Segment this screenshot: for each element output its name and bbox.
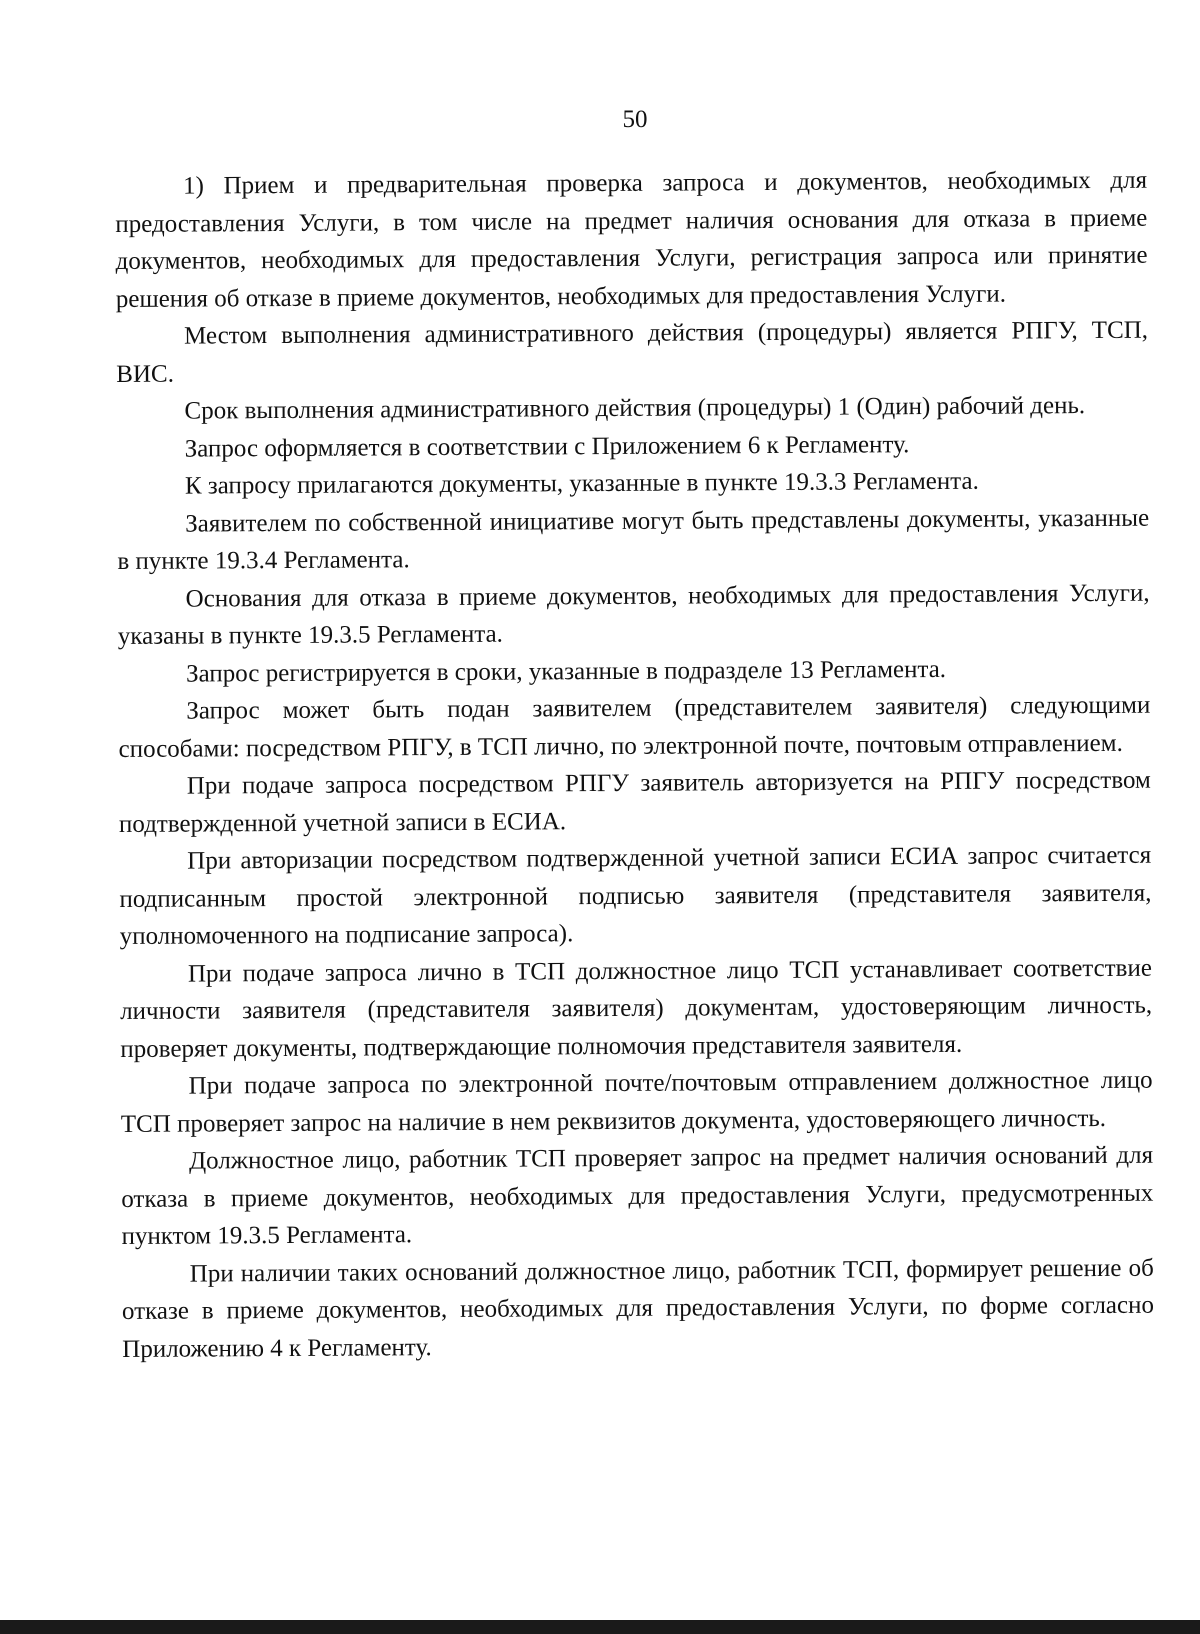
paragraph-3: Срок выполнения административного действия (процедуры) 1 (Один) рабочий день. — [184, 392, 1086, 425]
paragraph-5: К запросу прилагаются документы, указанные в пункте 19.3.3 Регламента. — [184, 467, 979, 500]
document-body — [115, 162, 1154, 1368]
paragraph-1: 1) Прием и предварительная проверка запроса и документов, необходимых для предоставления Услуги, в том числе на предмет наличия основания для отказа в приеме документов, необходимых для предоставления Услуги, регистрация запроса или принятие решения об отказе в приеме документов, необходимых для предоставления Услуги. — [115, 166, 1148, 313]
paragraph-13: При подаче запроса по электронной почте/почтовым отправлением должностное лицо ТСП проверяет запрос на наличие в нем реквизитов документа, удостоверяющего личность. — [120, 1066, 1153, 1138]
paragraph-7: Основания для отказа в приеме документов, необходимых для предоставления Услуги, указаны в пункте 19.3.5 Регламента. — [117, 579, 1150, 650]
paragraph-15: При наличии таких оснований должностное лицо, работник ТСП, формирует решение об отказе в приеме документов, необходимых для предоставления Услуги, по форме согласно Приложению 4 к Регламенту. — [121, 1254, 1155, 1363]
page-number: 50 — [622, 106, 648, 133]
paragraph-8: Запрос регистрируется в сроки, указанные в подразделе 13 Регламента. — [186, 655, 947, 688]
paragraph-14: Должностное лицо, работник ТСП проверяет запрос на предмет наличия оснований для отказа в приеме документов, необходимых для предоставления Услуги, предусмотренных пунктом 19.3.5 Регламента. — [121, 1141, 1154, 1250]
paragraph-12: При подаче запроса лично в ТСП должностное лицо ТСП устанавливает соответствие личности заявителя (представителя заявителя) документам, удостоверяющим личность, проверяет документы, подтверждающие полномочия представителя заявителя. — [120, 954, 1153, 1063]
paragraph-10: При подаче запроса посредством РПГУ заявитель авторизуется на РПГУ посредством подтвержденной учетной записи в ЕСИА. — [118, 766, 1151, 838]
paragraph-4: Запрос оформляется в соответствии с Приложением 6 к Регламенту. — [184, 430, 910, 463]
paragraph-6: Заявителем по собственной инициативе могут быть представлены документы, указанные в пункте 19.3.4 Регламента. — [117, 504, 1150, 575]
scan-edge-strip — [0, 1620, 1200, 1634]
paragraph-9: Запрос может быть подан заявителем (представителем заявителя) следующими способами: посредством РПГУ, в ТСП лично, по электронной почте, почтовым отправлением. — [118, 691, 1151, 763]
paragraph-2: Местом выполнения административного действия (процедуры) является РПГУ, ТСП, ВИС. — [116, 316, 1149, 388]
paragraph-11: При авторизации посредством подтвержденной учетной записи ЕСИА запрос считается подписанным простой электронной подписью заявителя (представителя заявителя, уполномоченного на подписание запроса). — [119, 841, 1152, 950]
